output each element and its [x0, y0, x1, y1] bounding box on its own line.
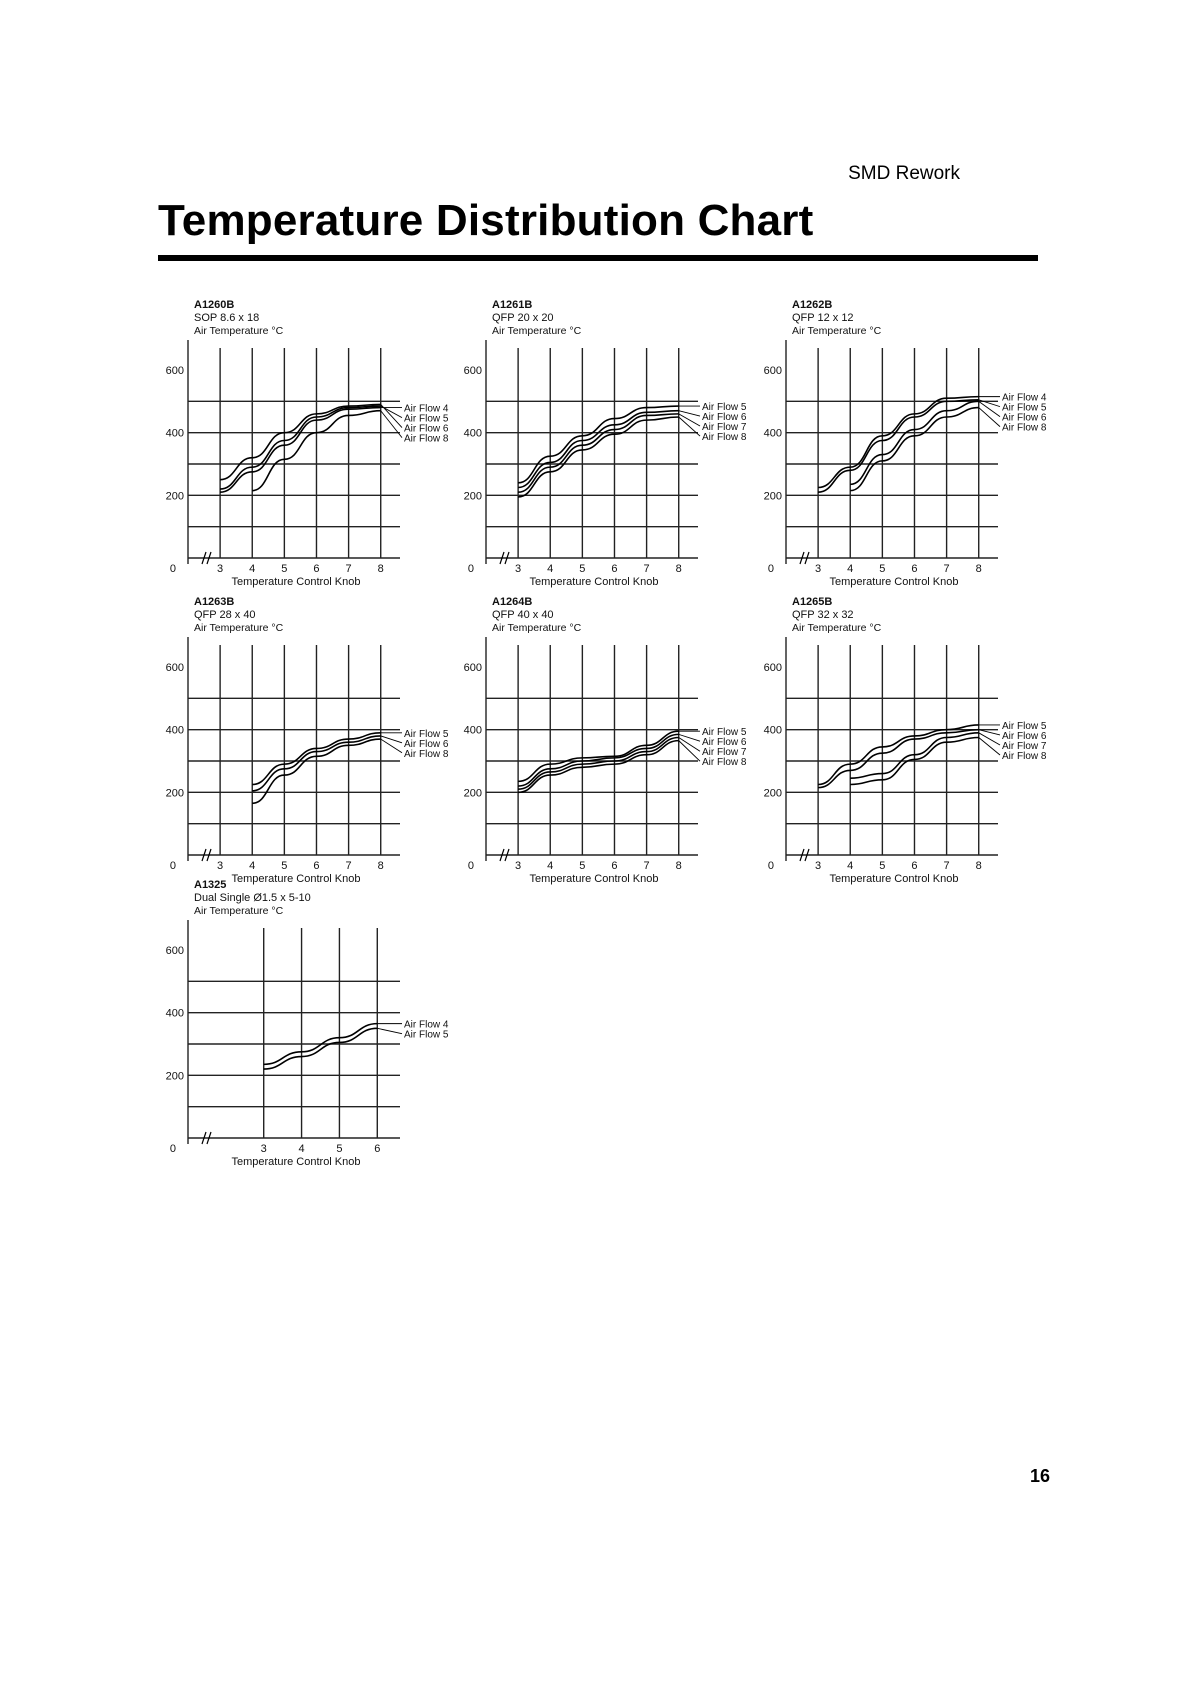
x-tick-label: 4 [298, 1143, 305, 1155]
chart-svg [448, 597, 748, 887]
x-tick-label: 3 [217, 563, 224, 575]
y-axis-label: Air Temperature °C [194, 622, 284, 634]
series-label: Air Flow 4 [404, 1019, 449, 1031]
y-axis-label: Air Temperature °C [194, 905, 284, 917]
x-tick-label: 8 [675, 563, 682, 575]
x-tick-label: 5 [579, 860, 586, 872]
series-label: Air Flow 4 [1002, 392, 1047, 404]
page-title: Temperature Distribution Chart [158, 196, 814, 245]
series-leader [377, 1028, 402, 1033]
x-tick-label: 5 [281, 860, 288, 872]
series-label: Air Flow 8 [702, 757, 747, 769]
y-axis-label: Air Temperature °C [492, 325, 582, 337]
y-axis-label: Air Temperature °C [792, 622, 882, 634]
series-line-air-flow-6 [220, 404, 381, 479]
x-tick-label: 7 [345, 563, 352, 575]
series-label: Air Flow 4 [404, 403, 449, 415]
chart-a1325 [150, 880, 450, 1175]
chart-package: Dual Single Ø1.5 x 5-10 [194, 892, 311, 904]
series-label: Air Flow 5 [404, 413, 449, 425]
x-tick-label: 4 [847, 860, 854, 872]
x-tick-label: 8 [377, 860, 384, 872]
series-label: Air Flow 8 [702, 432, 747, 444]
x-tick-label: 5 [879, 563, 886, 575]
series-leader [679, 734, 700, 741]
chart-package: QFP 28 x 40 [194, 609, 256, 621]
x-tick-label: 3 [515, 860, 522, 872]
y-tick-label: 0 [169, 563, 176, 575]
series-leader [381, 736, 402, 743]
y-tick-label: 200 [463, 490, 482, 503]
y-tick-label: 400 [763, 427, 782, 440]
series-line-air-flow-7 [518, 414, 679, 492]
x-tick-label: 3 [515, 563, 522, 575]
chart-svg [748, 597, 1048, 887]
section-label: SMD Rework [848, 163, 960, 184]
chart-model: A1264B [492, 596, 533, 608]
x-tick-label: 7 [345, 860, 352, 872]
chart-model: A1263B [194, 596, 235, 608]
series-leader [979, 738, 1000, 755]
chart-a1260b [150, 300, 450, 595]
x-tick-label: 6 [911, 860, 918, 872]
x-tick-label: 4 [547, 860, 554, 872]
x-axis-label: Temperature Control Knob [231, 576, 361, 588]
y-tick-label: 200 [165, 490, 184, 503]
x-tick-label: 6 [374, 1143, 381, 1155]
y-tick-label: 600 [463, 662, 482, 674]
x-tick-label: 8 [377, 563, 384, 575]
series-line-air-flow-6 [518, 411, 679, 488]
series-line-air-flow-5 [220, 406, 381, 489]
series-label: Air Flow 6 [1002, 730, 1047, 742]
x-axis-label: Temperature Control Knob [529, 873, 659, 885]
chart-a1265b [748, 597, 1048, 892]
series-label: Air Flow 5 [1002, 402, 1047, 414]
series-line-air-flow-4 [220, 408, 381, 493]
chart-svg [748, 300, 1048, 590]
series-label: Air Flow 6 [404, 423, 449, 435]
chart-package: QFP 40 x 40 [492, 609, 554, 621]
chart-a1261b [448, 300, 748, 595]
chart-model: A1262B [792, 299, 833, 311]
chart-grid [786, 348, 998, 558]
chart-package: QFP 20 x 20 [492, 312, 554, 324]
series-line-air-flow-6 [818, 730, 979, 788]
x-tick-label: 6 [313, 563, 320, 575]
x-tick-label: 4 [847, 563, 854, 575]
y-axis-label: Air Temperature °C [492, 622, 582, 634]
x-tick-label: 8 [975, 563, 982, 575]
y-tick-label: 600 [763, 365, 782, 377]
y-tick-label: 600 [165, 945, 184, 957]
x-tick-label: 5 [281, 563, 288, 575]
x-axis-label: Temperature Control Knob [829, 873, 959, 885]
y-tick-label: 0 [467, 563, 474, 575]
series-label: Air Flow 8 [404, 433, 449, 445]
series-line-air-flow-8 [518, 417, 679, 497]
x-tick-label: 3 [217, 860, 224, 872]
title-rule [158, 255, 1038, 261]
page-number: 16 [1030, 1466, 1051, 1486]
series-label: Air Flow 5 [1002, 720, 1047, 732]
x-axis-label: Temperature Control Knob [829, 576, 959, 588]
y-tick-label: 600 [165, 662, 184, 674]
y-tick-label: 200 [763, 787, 782, 800]
x-tick-label: 7 [643, 860, 650, 872]
x-tick-label: 5 [879, 860, 886, 872]
y-tick-label: 600 [165, 365, 184, 377]
series-label: Air Flow 7 [702, 422, 747, 434]
x-tick-label: 5 [336, 1143, 343, 1155]
x-axis-label: Temperature Control Knob [231, 1156, 361, 1168]
series-label: Air Flow 5 [702, 402, 747, 414]
x-tick-label: 8 [975, 860, 982, 872]
chart-model: A1325 [194, 879, 227, 891]
x-tick-label: 7 [943, 860, 950, 872]
y-tick-label: 200 [165, 1070, 184, 1083]
x-tick-label: 6 [611, 563, 618, 575]
y-tick-label: 200 [463, 787, 482, 800]
chart-model: A1265B [792, 596, 833, 608]
x-tick-label: 4 [249, 563, 256, 575]
chart-svg [448, 300, 748, 590]
y-tick-label: 400 [165, 724, 184, 737]
x-tick-label: 7 [643, 563, 650, 575]
chart-package: QFP 32 x 32 [792, 609, 854, 621]
y-tick-label: 0 [767, 563, 774, 575]
x-tick-label: 4 [249, 860, 256, 872]
x-tick-label: 8 [675, 860, 682, 872]
x-tick-label: 6 [313, 860, 320, 872]
series-leader [679, 741, 700, 762]
series-label: Air Flow 6 [702, 737, 747, 749]
chart-a1264b [448, 597, 748, 892]
y-tick-label: 0 [767, 860, 774, 872]
series-label: Air Flow 6 [702, 412, 747, 424]
y-tick-label: 400 [463, 427, 482, 440]
series-label: Air Flow 8 [1002, 750, 1047, 762]
chart-svg [150, 597, 450, 887]
series-label: Air Flow 5 [404, 1029, 449, 1041]
x-tick-label: 5 [579, 563, 586, 575]
series-leader [381, 739, 402, 753]
y-tick-label: 200 [165, 787, 184, 800]
chart-svg [150, 300, 450, 590]
chart-grid [188, 928, 400, 1138]
y-tick-label: 600 [463, 365, 482, 377]
series-label: Air Flow 8 [1002, 422, 1047, 434]
x-tick-label: 6 [611, 860, 618, 872]
y-tick-label: 200 [763, 490, 782, 503]
chart-package: QFP 12 x 12 [792, 312, 854, 324]
chart-grid [188, 348, 400, 558]
series-line-air-flow-6 [518, 734, 679, 786]
chart-a1262b [748, 300, 1048, 595]
y-tick-label: 0 [169, 1143, 176, 1155]
series-leader [679, 738, 700, 752]
y-tick-label: 400 [165, 427, 184, 440]
series-line-air-flow-5 [818, 400, 979, 492]
x-axis-label: Temperature Control Knob [231, 873, 361, 885]
series-line-air-flow-5 [264, 1028, 378, 1069]
y-tick-label: 400 [763, 724, 782, 737]
chart-a1263b [150, 597, 450, 892]
series-line-air-flow-5 [518, 406, 679, 483]
y-tick-label: 400 [165, 1007, 184, 1020]
x-axis-label: Temperature Control Knob [529, 576, 659, 588]
chart-svg [150, 880, 450, 1170]
y-tick-label: 0 [467, 860, 474, 872]
series-label: Air Flow 8 [404, 748, 449, 760]
series-line-air-flow-7 [518, 738, 679, 790]
chart-grid [188, 645, 400, 855]
x-tick-label: 3 [815, 563, 822, 575]
chart-grid [486, 348, 698, 558]
series-label: Air Flow 7 [702, 747, 747, 759]
y-tick-label: 0 [169, 860, 176, 872]
series-label: Air Flow 5 [404, 728, 449, 740]
y-tick-label: 400 [463, 724, 482, 737]
x-tick-label: 3 [815, 860, 822, 872]
y-tick-label: 600 [763, 662, 782, 674]
chart-grid [486, 645, 698, 855]
series-line-air-flow-5 [818, 725, 979, 785]
series-leader [979, 408, 1000, 427]
chart-model: A1260B [194, 299, 235, 311]
x-tick-label: 6 [911, 563, 918, 575]
chart-model: A1261B [492, 299, 533, 311]
series-label: Air Flow 7 [1002, 740, 1047, 752]
series-label: Air Flow 5 [702, 727, 747, 739]
y-axis-label: Air Temperature °C [792, 325, 882, 337]
y-axis-label: Air Temperature °C [194, 325, 284, 337]
x-tick-label: 4 [547, 563, 554, 575]
series-label: Air Flow 6 [404, 738, 449, 750]
x-tick-label: 3 [260, 1143, 267, 1155]
series-label: Air Flow 6 [1002, 412, 1047, 424]
x-tick-label: 7 [943, 563, 950, 575]
chart-package: SOP 8.6 x 18 [194, 312, 260, 324]
